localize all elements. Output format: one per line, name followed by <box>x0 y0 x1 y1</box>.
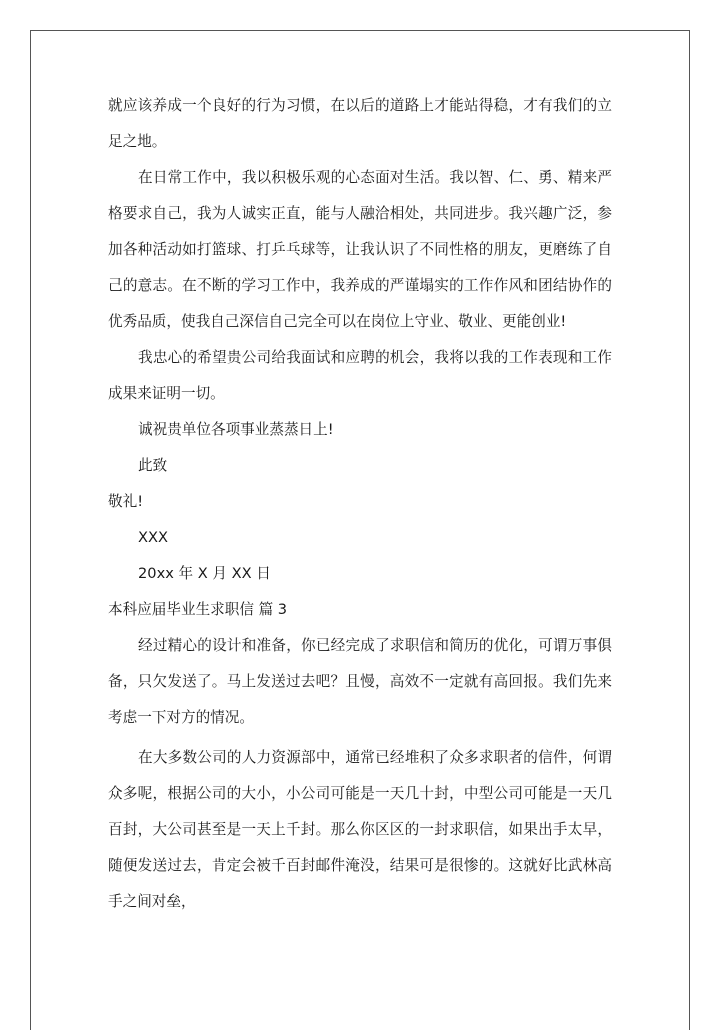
paragraph-daily-work: 在日常工作中，我以积极乐观的心态面对生活。我以智、仁、勇、精来严格要求自己，我为人诚实正直，能与人融洽相处，共同进步。我兴趣广泛，参加各种活动如打篮球、打乒乓球等，让我认识了不同性格的朋友，更磨练了自己的意志。在不断的学习工作中，我养成的严谨塌实的工作作风和团结协作的优秀品质，使我自己深信自己完全可以在岗位上守业、敬业、更能创业! <box>108 169 612 330</box>
paragraph-continuation: 就应该养成一个良好的行为习惯，在以后的道路上才能站得稳，才有我们的立足之地。 <box>108 97 612 150</box>
paragraph-wishes: 诚祝贵单位各项事业蒸蒸日上! <box>138 421 334 438</box>
document-body <box>108 88 612 920</box>
paragraph-interview-hope: 我忠心的希望贵公司给我面试和应聘的机会，我将以我的工作表现和工作成果来证明一切。 <box>108 349 612 402</box>
closing-respect: 敬礼! <box>108 493 144 510</box>
paragraph-hr-department: 在大多数公司的人力资源部中，通常已经堆积了众多求职者的信件，何谓众多呢，根据公司的大小，小公司可能是一天几十封，中型公司可能是一天几百封，大公司甚至是一天上千封。那么你区区的一封求职信，如果出手太早，随便发送过去，肯定会被千百封邮件淹没，结果可是很惨的。这就好比武林高手之间对垒， <box>108 749 612 910</box>
section-heading: 本科应届毕业生求职信 篇 3 <box>108 601 288 618</box>
signature-date: 20xx 年 X 月 XX 日 <box>138 565 271 582</box>
paragraph-preparation: 经过精心的设计和准备，你已经完成了求职信和简历的优化，可谓万事俱备，只欠发送了。马上发送过去吧？且慢，高效不一定就有高回报。我们先来考虑一下对方的情况。 <box>108 637 612 726</box>
closing-salutation: 此致 <box>138 457 168 474</box>
signature-name: XXX <box>138 529 168 546</box>
